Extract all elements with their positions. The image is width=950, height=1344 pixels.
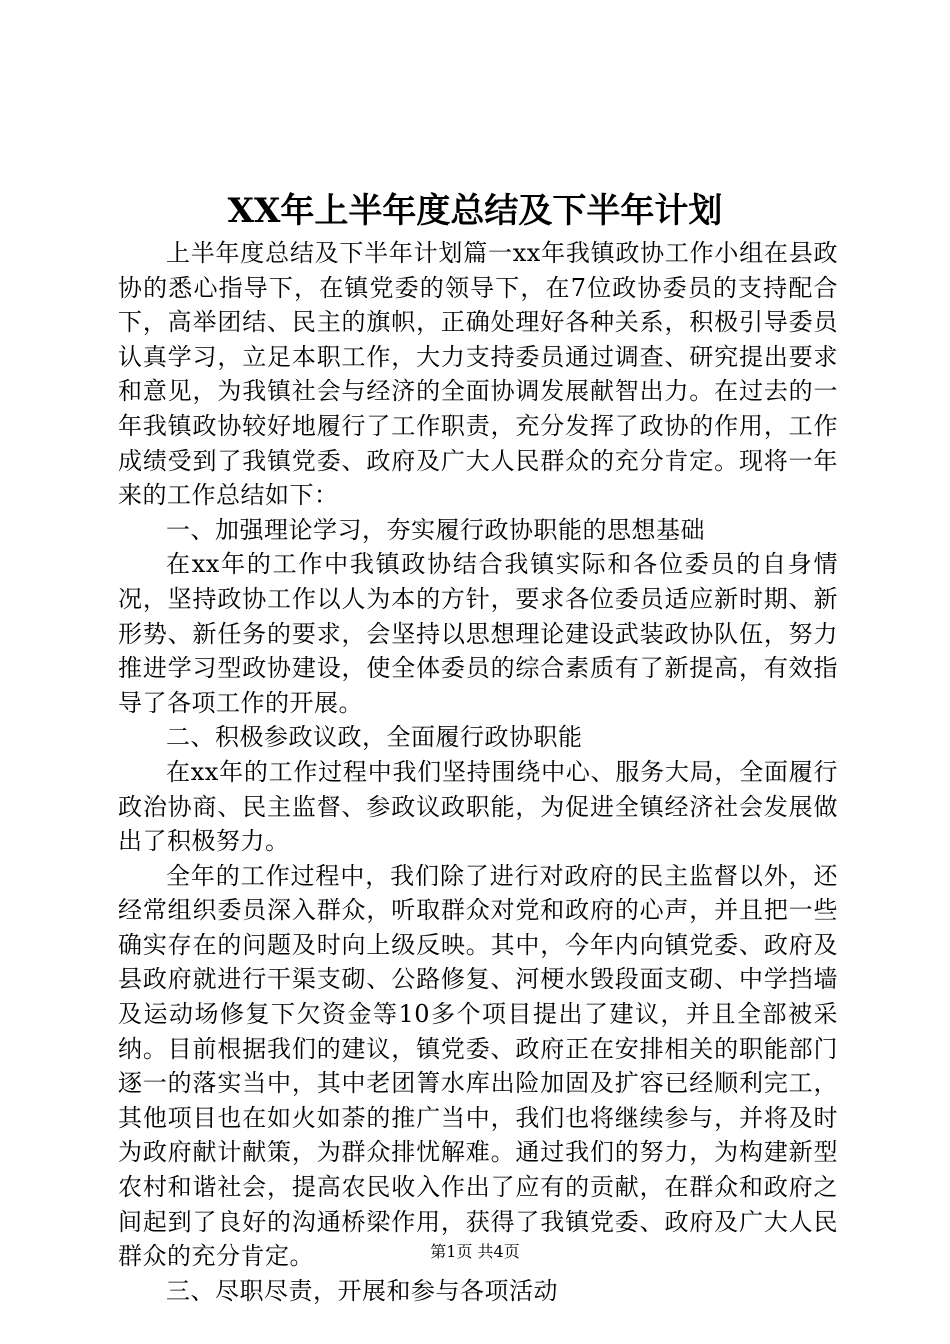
page-footer: 第1页 共4页 [430,1242,520,1261]
document-title: XX年上半年度总结及下半年计划 [227,191,723,231]
paragraph-section-2a: 在xx年的工作过程中我们坚持围绕中心、服务大局，全面履行政治协商、民主监督、参政议政职能，为促进全镇经济社会发展做出了积极努力。 [118,757,838,856]
section-heading-2: 二、积极参政议政，全面履行政协职能 [166,723,583,752]
section-heading-1: 一、加强理论学习，夯实履行政协职能的思想基础 [166,515,705,544]
paragraph-section-2b: 全年的工作过程中，我们除了进行对政府的民主监督以外，还经常组织委员深入群众，听取群众对党和政府的心声，并且把一些确实存在的问题及时向上级反映。其中，今年内向镇党委、政府及县政府就进行干渠支砌、公路修复、河梗水毁段面支砌、中学挡墙及运动场修复下欠资金等10多个项目提出了建议，并且全部被采纳。目前根据我们的建议，镇党委、政府正在安排相关的职能部门逐一的落实当中，其中老团箐水库出险加固及扩容已经顺利完工，其他项目也在如火如荼的推广当中，我们也将继续参与，并将及时为政府献计献策，为群众排忧解难。通过我们的努力，为构建新型农村和谐社会，提高农民收入作出了应有的贡献，在群众和政府之间起到了良好的沟通桥梁作用，获得了我镇党委、政府及广大人民群众的充分肯定。 [118,861,838,1271]
document-body [118,236,838,1308]
paragraph-section-1: 在xx年的工作中我镇政协结合我镇实际和各位委员的自身情况，坚持政协工作以人为本的方针，要求各位委员适应新时期、新形势、新任务的要求，会坚持以思想理论建设武装政协队伍，努力推进学习型政协建设，使全体委员的综合素质有了新提高，有效指导了各项工作的开展。 [118,550,838,717]
paragraph-intro: 上半年度总结及下半年计划篇一xx年我镇政协工作小组在县政协的悉心指导下，在镇党委的领导下，在7位政协委员的支持配合下，高举团结、民主的旗帜，正确处理好各种关系，积极引导委员认真学习，立足本职工作，大力支持委员通过调查、研究提出要求和意见，为我镇社会与经济的全面协调发展献智出力。在过去的一年我镇政协较好地履行了工作职责，充分发挥了政协的作用，工作成绩受到了我镇党委、政府及广大人民群众的充分肯定。现将一年来的工作总结如下： [118,239,838,510]
section-heading-3: 三、尽职尽责，开展和参与各项活动 [166,1276,558,1305]
